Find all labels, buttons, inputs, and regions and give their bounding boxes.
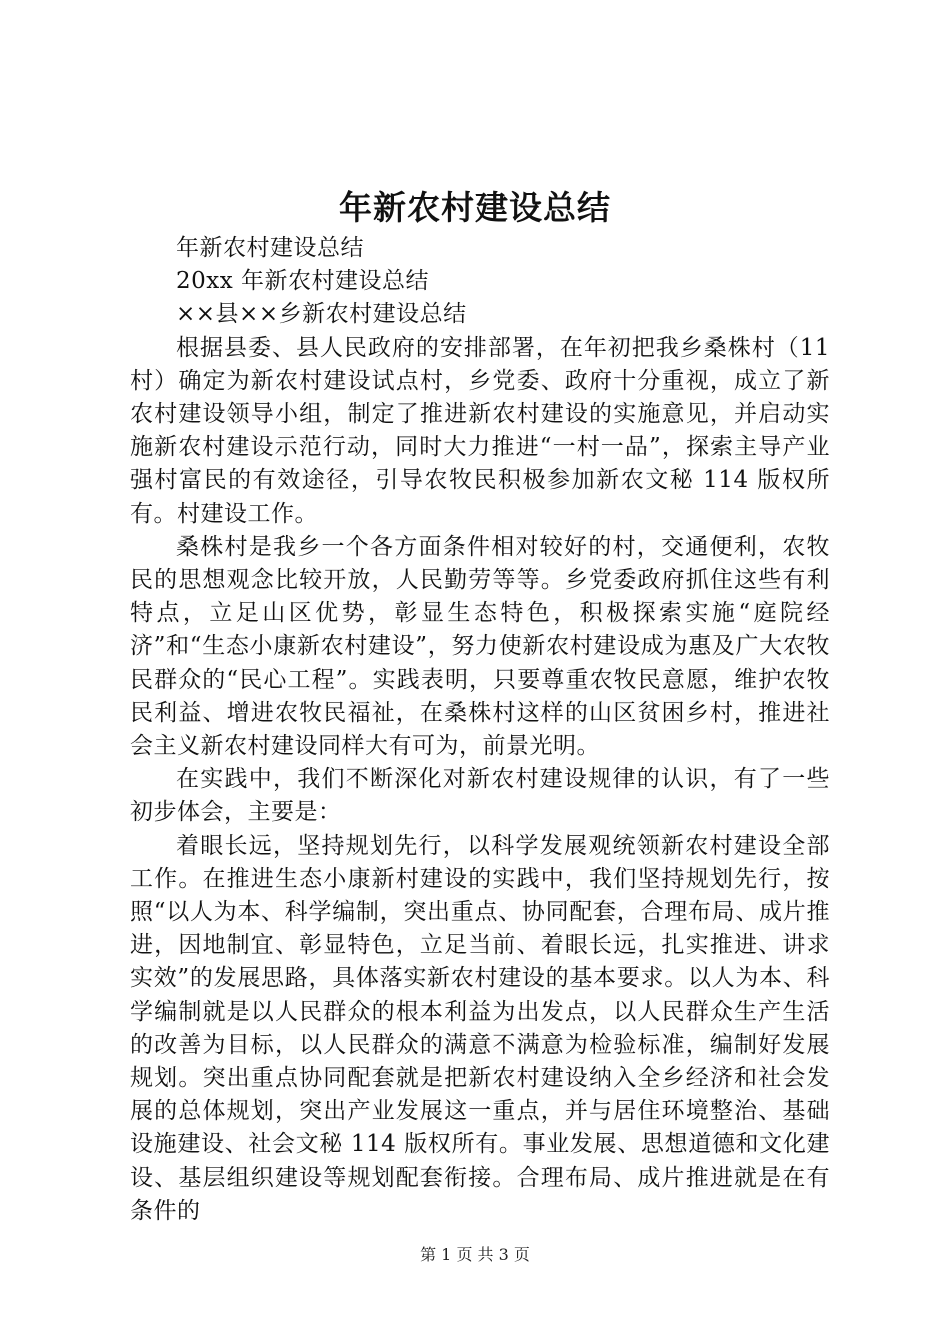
paragraph-practice: 在实践中，我们不断深化对新农村建设规律的认识，有了一些初步体会，主要是：: [130, 766, 830, 826]
paragraph-subtitle: 年新农村建设总结: [176, 235, 364, 261]
document-title: 年新农村建设总结: [339, 188, 611, 227]
page-number-footer: 第 1 页 共 3 页: [420, 1245, 530, 1264]
paragraph-sangzhu-village: 桑株村是我乡一个各方面条件相对较好的村，交通便利，农牧民的思想观念比较开放，人民勤劳等等。乡党委政府抓住这些有利特点，立足山区优势，彰显生态特色，积极探索实施“庭院经济”和“生态小康新农村建设”，努力使新农村建设成为惠及广大农牧民群众的“民心工程”。实践表明，只要尊重农牧民意愿，维护农牧民利益、增进农牧民福祉，在桑株村这样的山区贫困乡村，推进社会主义新农村建设同样大有可为，前景光明。: [130, 533, 830, 760]
paragraph-intro: 根据县委、县人民政府的安排部署，在年初把我乡桑株村（11 村）确定为新农村建设试点村，乡党委、政府十分重视，成立了新农村建设领导小组，制定了推进新农村建设的实施意见，并启动实施新农村建设示范行动，同时大力推进“一村一品”，探索主导产业强村富民的有效途径，引导农牧民积极参加新农文秘 114 版权所有。村建设工作。: [130, 334, 830, 527]
paragraph-year-title: 20xx 年新农村建设总结: [176, 268, 430, 295]
document-body: [130, 232, 830, 1228]
paragraph-county-title: ××县××乡新农村建设总结: [176, 301, 467, 328]
paragraph-planning: 着眼长远，坚持规划先行，以科学发展观统领新农村建设全部工作。在推进生态小康新村建设的实践中，我们坚持规划先行，按照“以人为本、科学编制，突出重点、协同配套，合理布局、成片推进，因地制宜、彰显特色，立足当前、着眼长远，扎实推进、讲求实效”的发展思路，具体落实新农村建设的基本要求。以人为本、科学编制就是以人民群众的根本利益为出发点，以人民群众生产生活的改善为目标，以人民群众的满意不满意为检验标准，编制好发展规划。突出重点协同配套就是把新农村建设纳入全乡经济和社会发展的总体规划，突出产业发展这一重点，并与居住环境整治、基础设施建设、社会文秘 114 版权所有。事业发展、思想道德和文化建设、基层组织建设等规划配套衔接。合理布局、成片推进就是在有条件的: [130, 832, 830, 1224]
